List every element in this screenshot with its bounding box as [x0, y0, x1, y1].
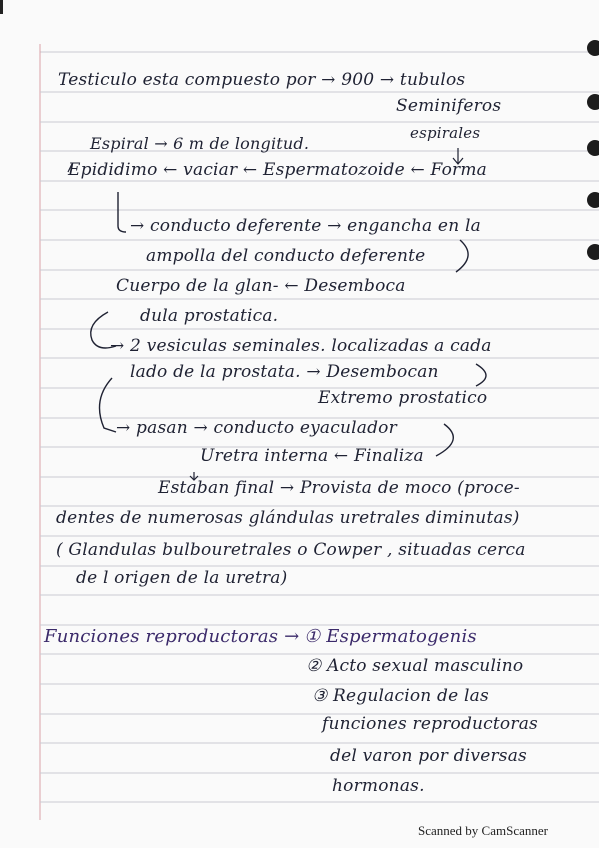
- brace-vesiculas: [100, 378, 117, 432]
- scanner-watermark: Scanned by CamScanner: [418, 823, 548, 838]
- note-line-8: Cuerpo de la glan- ← Desemboca: [116, 276, 406, 296]
- note-line-9: dula prostatica.: [140, 306, 279, 326]
- funcion-item-3: ③ Regulacion de las: [312, 686, 489, 706]
- funcion-item-2: ② Acto sexual masculino: [306, 656, 524, 676]
- connector-epididimo: [118, 192, 126, 232]
- funcion-item-5: del varon por diversas: [330, 746, 527, 766]
- note-line-11: lado de la prostata. → Desembocan: [130, 362, 439, 382]
- note-line-2: Seminiferos: [396, 96, 502, 116]
- funcion-item-4: funciones reproductoras: [322, 714, 538, 734]
- note-line-12: Extremo prostatico: [318, 388, 488, 408]
- note-line-7: ampolla del conducto deferente: [146, 246, 426, 266]
- note-line-16: dentes de numerosas glándulas uretrales diminutas): [56, 508, 520, 528]
- binder-hole: [587, 244, 599, 260]
- binder-hole: [587, 94, 599, 110]
- note-line-3: espirales: [410, 124, 481, 142]
- note-line-15: Estaban final → Provista de moco (proce-: [158, 478, 520, 498]
- curve-ampolla: [456, 240, 468, 272]
- binder-hole: [587, 40, 599, 56]
- funcion-item-1: ① Espermatogenis: [304, 626, 477, 647]
- note-line-6: → conducto deferente → engancha en la: [130, 216, 481, 236]
- note-line-14: Uretra interna ← Finaliza: [200, 446, 424, 466]
- note-line-13: → pasan → conducto eyaculador: [116, 418, 397, 438]
- funciones-label: Funciones reproductoras →: [44, 626, 300, 647]
- note-line-5: Epididimo ← vaciar ← Espermatozoide ← Forma: [68, 160, 488, 180]
- note-line-4: Espiral → 6 m de longitud.: [90, 134, 310, 153]
- funcion-item-6: hormonas.: [332, 776, 425, 796]
- curve-desembocan: [476, 364, 486, 386]
- note-line-1: Testiculo esta compuesto por → 900 → tubulos: [58, 70, 466, 90]
- curve-eyaculador: [436, 424, 453, 456]
- note-line-18: de l origen de la uretra): [76, 568, 288, 588]
- binder-hole: [587, 192, 599, 208]
- note-line-10: → 2 vesiculas seminales. localizadas a cada: [110, 336, 492, 356]
- binder-hole: [587, 140, 599, 156]
- note-line-17: ( Glandulas bulbouretrales o Cowper , situadas cerca: [56, 540, 526, 560]
